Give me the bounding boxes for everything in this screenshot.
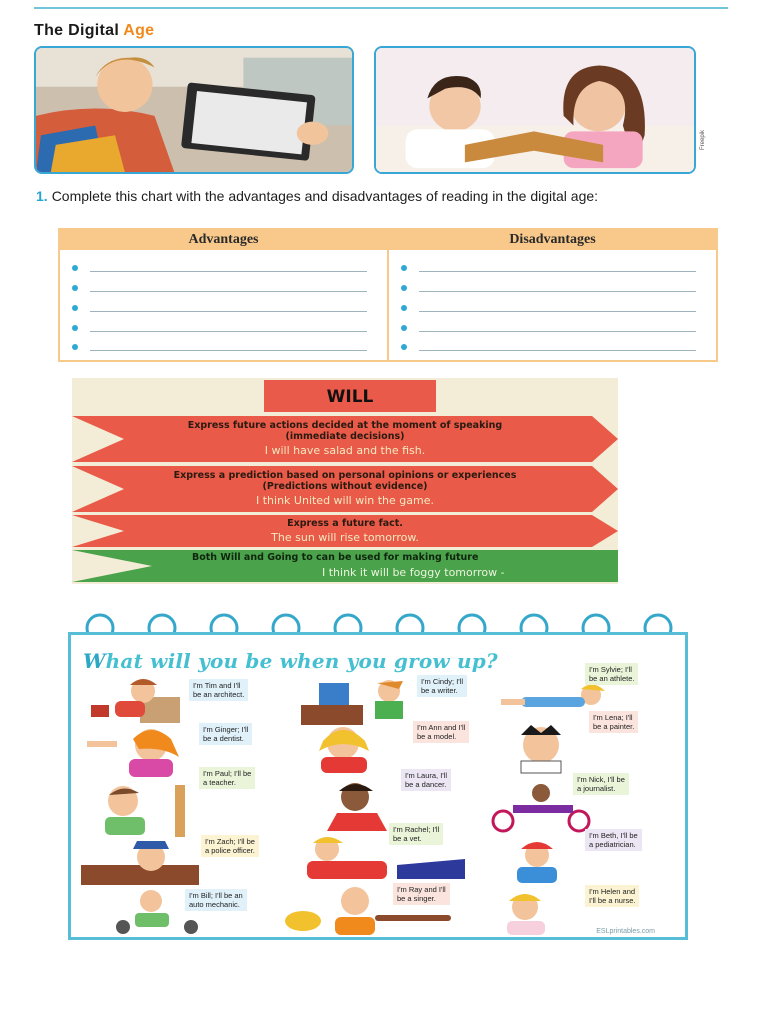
career-label: I'm Bill; I'll be an auto mechanic. [185,889,247,911]
advantage-line[interactable] [72,302,367,314]
will-band-immediate-decisions [72,416,618,462]
career-label: I'm Ray and I'll be a singer. [393,883,450,905]
will-band-heading: Both Will and Going to can be used for making future [192,552,479,563]
watermark: ESLprintables.com [596,928,655,935]
career-label: I'm Ann and I'll be a model. [413,721,469,743]
career-label: I'm Zach; I'll be a police officer. [201,835,259,857]
disadvantage-line[interactable] [401,302,696,314]
career-label: I'm Cindy; I'll be a writer. [417,675,467,697]
will-band-example: I think it will be foggy tomorrow - [322,566,505,579]
task-instruction [36,189,726,204]
will-band-heading: Express a prediction based on personal opinions or experiences (Predictions without evidence) [173,470,517,492]
disadvantage-line[interactable] [401,282,696,294]
bullet-icon [401,285,407,291]
bullet-icon [401,265,407,271]
writer-kid-illustration [301,677,421,727]
will-band-example: The sun will rise tomorrow. [271,531,419,544]
will-band-heading: Express future actions decided at the moment of speaking (immediate decisions) [187,420,503,442]
title-part2: Age [123,22,155,39]
disadvantage-line[interactable] [401,262,696,274]
career-label: I'm Lena; I'll be a painter. [589,711,638,733]
bullet-icon [401,325,407,331]
advantage-line[interactable] [72,262,367,274]
will-band-example: I will have salad and the fish. [264,444,426,457]
teacher-kid-illustration [83,783,203,839]
bullet-icon [401,344,407,350]
advantage-line[interactable] [72,322,367,334]
advantages-header: Advantages [60,230,387,250]
boy-tablet-photo [34,46,354,174]
disadvantages-header: Disadvantages [389,230,716,250]
bullet-icon [72,325,78,331]
architect-kid-illustration [85,677,185,725]
nurse-kid-illustration [481,891,571,937]
career-label: I'm Rachel; I'll be a vet. [389,823,443,845]
disadvantage-line[interactable] [401,322,696,334]
career-label: I'm Beth, I'll be a pediatrician. [585,829,642,851]
advantage-line[interactable] [72,282,367,294]
disadvantage-line[interactable] [401,341,696,353]
page-title [34,22,154,40]
career-label: I'm Paul; I'll be a teacher. [199,767,255,789]
bullet-icon [72,265,78,271]
pediatrician-kid-illustration [491,841,581,885]
will-band-predictions [72,466,618,512]
bullet-icon [401,305,407,311]
police-officer-kid-illustration [81,841,201,887]
model-kid-illustration [291,725,401,777]
task-text: Complete this chart with the advantages and disadvantages of reading in the digital age: [51,188,599,204]
title-part1: The Digital [34,22,124,39]
career-label: I'm Helen and I'll be a nurse. [585,885,639,907]
will-band-will-vs-going-to [72,550,618,582]
will-band-heading: Express a future fact. [287,518,403,529]
task-number: 1. [36,188,48,204]
career-label: I'm Ginger; I'll be a dentist. [199,723,252,745]
bullet-icon [72,285,78,291]
photo-credit: Freepik [700,129,706,150]
top-divider [34,7,728,9]
bullet-icon [72,344,78,350]
careers-notebook [68,632,688,940]
advantage-line[interactable] [72,341,367,353]
dentist-kid-illustration [79,727,199,783]
bullet-icon [72,305,78,311]
disadvantages-column [387,230,716,360]
career-label: I'm Nick, I'll be a journalist. [573,773,629,795]
will-band-example: I think United will win the game. [256,494,434,507]
advantages-chart [58,228,718,362]
will-band-future-fact [72,515,618,547]
career-label: I'm Laura, I'll be a dancer. [401,769,451,791]
painter-kid-illustration [491,723,591,775]
will-title: WILL [264,380,436,412]
notebook-title: What will you be when you grow up? [83,649,498,673]
career-label: I'm Tim and I'll be an architect. [189,679,248,701]
career-label: I'm Sylvie; I'll be an athlete. [585,663,638,685]
kids-reading-photo [374,46,696,174]
will-grammar-panel [72,378,618,584]
advantages-column [60,230,387,360]
